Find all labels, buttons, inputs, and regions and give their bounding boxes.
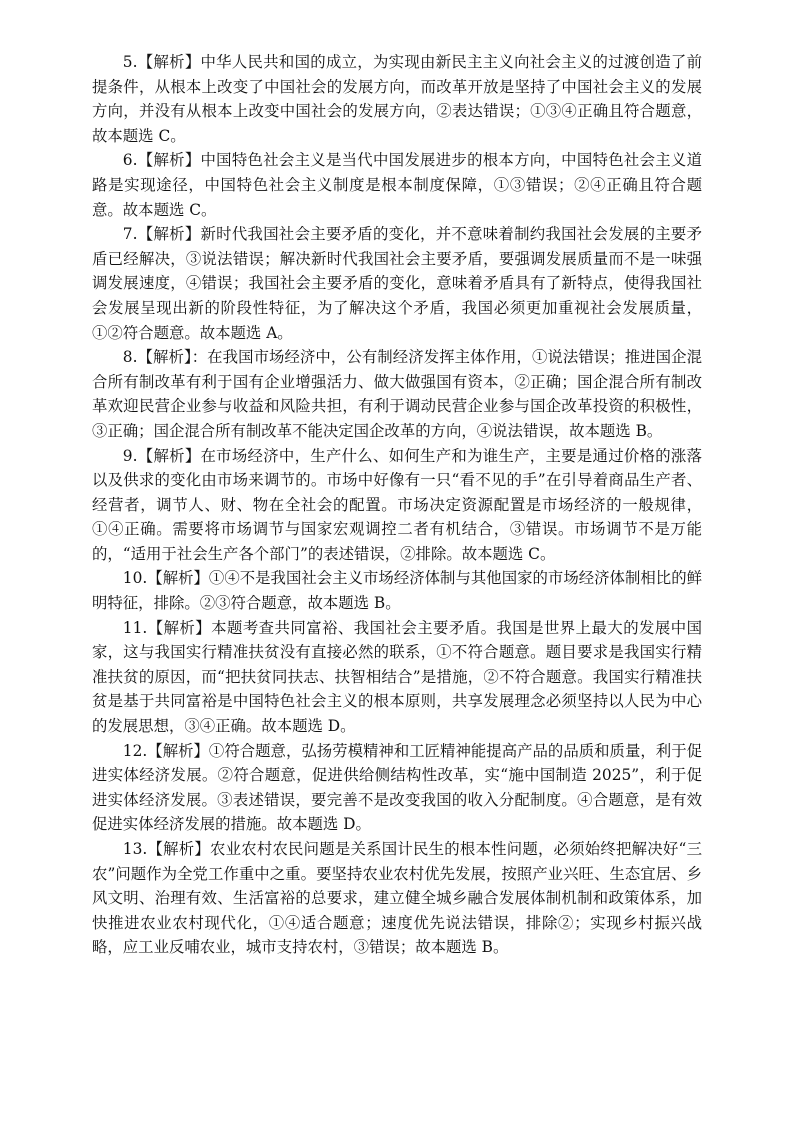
explanation-8: 8.【解析】：在我国市场经济中，公有制经济发挥主体作用，①说法错误；推进国企混合所有制改革有利于国有企业增强活力、做大做强国有资本，②正确；国企混合所有制改革欢迎民营企业参与收益和风险共担，有利于调动民营企业参与国企改革投资的积极性，③正确；国企混合所有制改革不能决定国企改革的方向，④说法错误，故本题选 B。 [92,348,702,440]
explanation-10: 10.【解析】①④不是我国社会主义市场经济体制与其他国家的市场经济体制相比的鲜明特征，排除。②③符合题意，故本题选 B。 [92,569,702,613]
explanation-11: 11.【解析】本题考查共同富裕、我国社会主要矛盾。我国是世界上最大的发展中国家，这与我国实行精准扶贫没有直接必然的联系，①不符合题意。题目要求是我国实行精准扶贫的原因，而“把扶贫同扶志、扶智相结合”是措施，②不符合题意。我国实行精准扶贫是基于共同富裕是中国特色社会主义的根本原则，共享发展理念必须坚持以人民为中心的发展思想，③④正确。故本题选 D。 [92,618,702,736]
explanation-7: 7.【解析】新时代我国社会主要矛盾的变化，并不意味着制约我国社会发展的主要矛盾已经解决，③说法错误；解决新时代我国社会主要矛盾，要强调发展质量而不是一味强调发展速度，④错误；我国社会主要矛盾的变化，意味着矛盾具有了新特点，使得我国社会发展呈现出新的阶段性特征，为了解决这个矛盾，我国必须更加重视社会发展质量，①②符合题意。故本题选 A。 [92,225,702,342]
explanation-13: 13.【解析】农业农村农民问题是关系国计民生的根本性问题，必须始终把解决好“三农”问题作为全党工作重中之重。要坚持农业农村优先发展，按照产业兴旺、生态宜居、乡风文明、治理有效、生活富裕的总要求，建立健全城乡融合发展体制机制和政策体系，加快推进农业农村现代化，①④适合题意；速度优先说法错误，排除②；实现乡村振兴战略，应工业反哺农业，城市支持农村，③错误；故本题选 B。 [92,840,702,957]
explanation-9: 9.【解析】在市场经济中，生产什么、如何生产和为谁生产，主要是通过价格的涨落以及供求的变化由市场来调节的。市场中好像有一只“看不见的手”在引导着商品生产者、经营者，调节人、财、物在全社会的配置。市场决定资源配置是市场经济的一般规律，①④正确。需要将市场调节与国家宏观调控二者有机结合，③错误。市场调节不是万能的，“适用于社会生产各个部门”的表述错误，②排除。故本题选 C。 [92,446,702,563]
explanation-6: 6.【解析】中国特色社会主义是当代中国发展进步的根本方向，中国特色社会主义道路是实现途径，中国特色社会主义制度是根本制度保障，①③错误；②④正确且符合题意。故本题选 C。 [92,151,702,219]
answer-explanations [92,50,702,960]
explanation-12: 12.【解析】①符合题意，弘扬劳模精神和工匠精神能提高产品的品质和质量，利于促进实体经济发展。②符合题意，促进供给侧结构性改革，实“施中国制造 2025”，利于促进实体经济发展。③表述错误，要完善不是改变我国的收入分配制度。④合题意，是有效促进实体经济发展的措施。故本题选 D。 [92,741,702,834]
explanation-5: 5.【解析】中华人民共和国的成立，为实现由新民主主义向社会主义的过渡创造了前提条件，从根本上改变了中国社会的发展方向，而改革开放是坚持了中国社会主义的发展方向，并没有从根本上改变中国社会的发展方向，②表达错误；①③④正确且符合题意，故本题选 C。 [92,53,702,145]
